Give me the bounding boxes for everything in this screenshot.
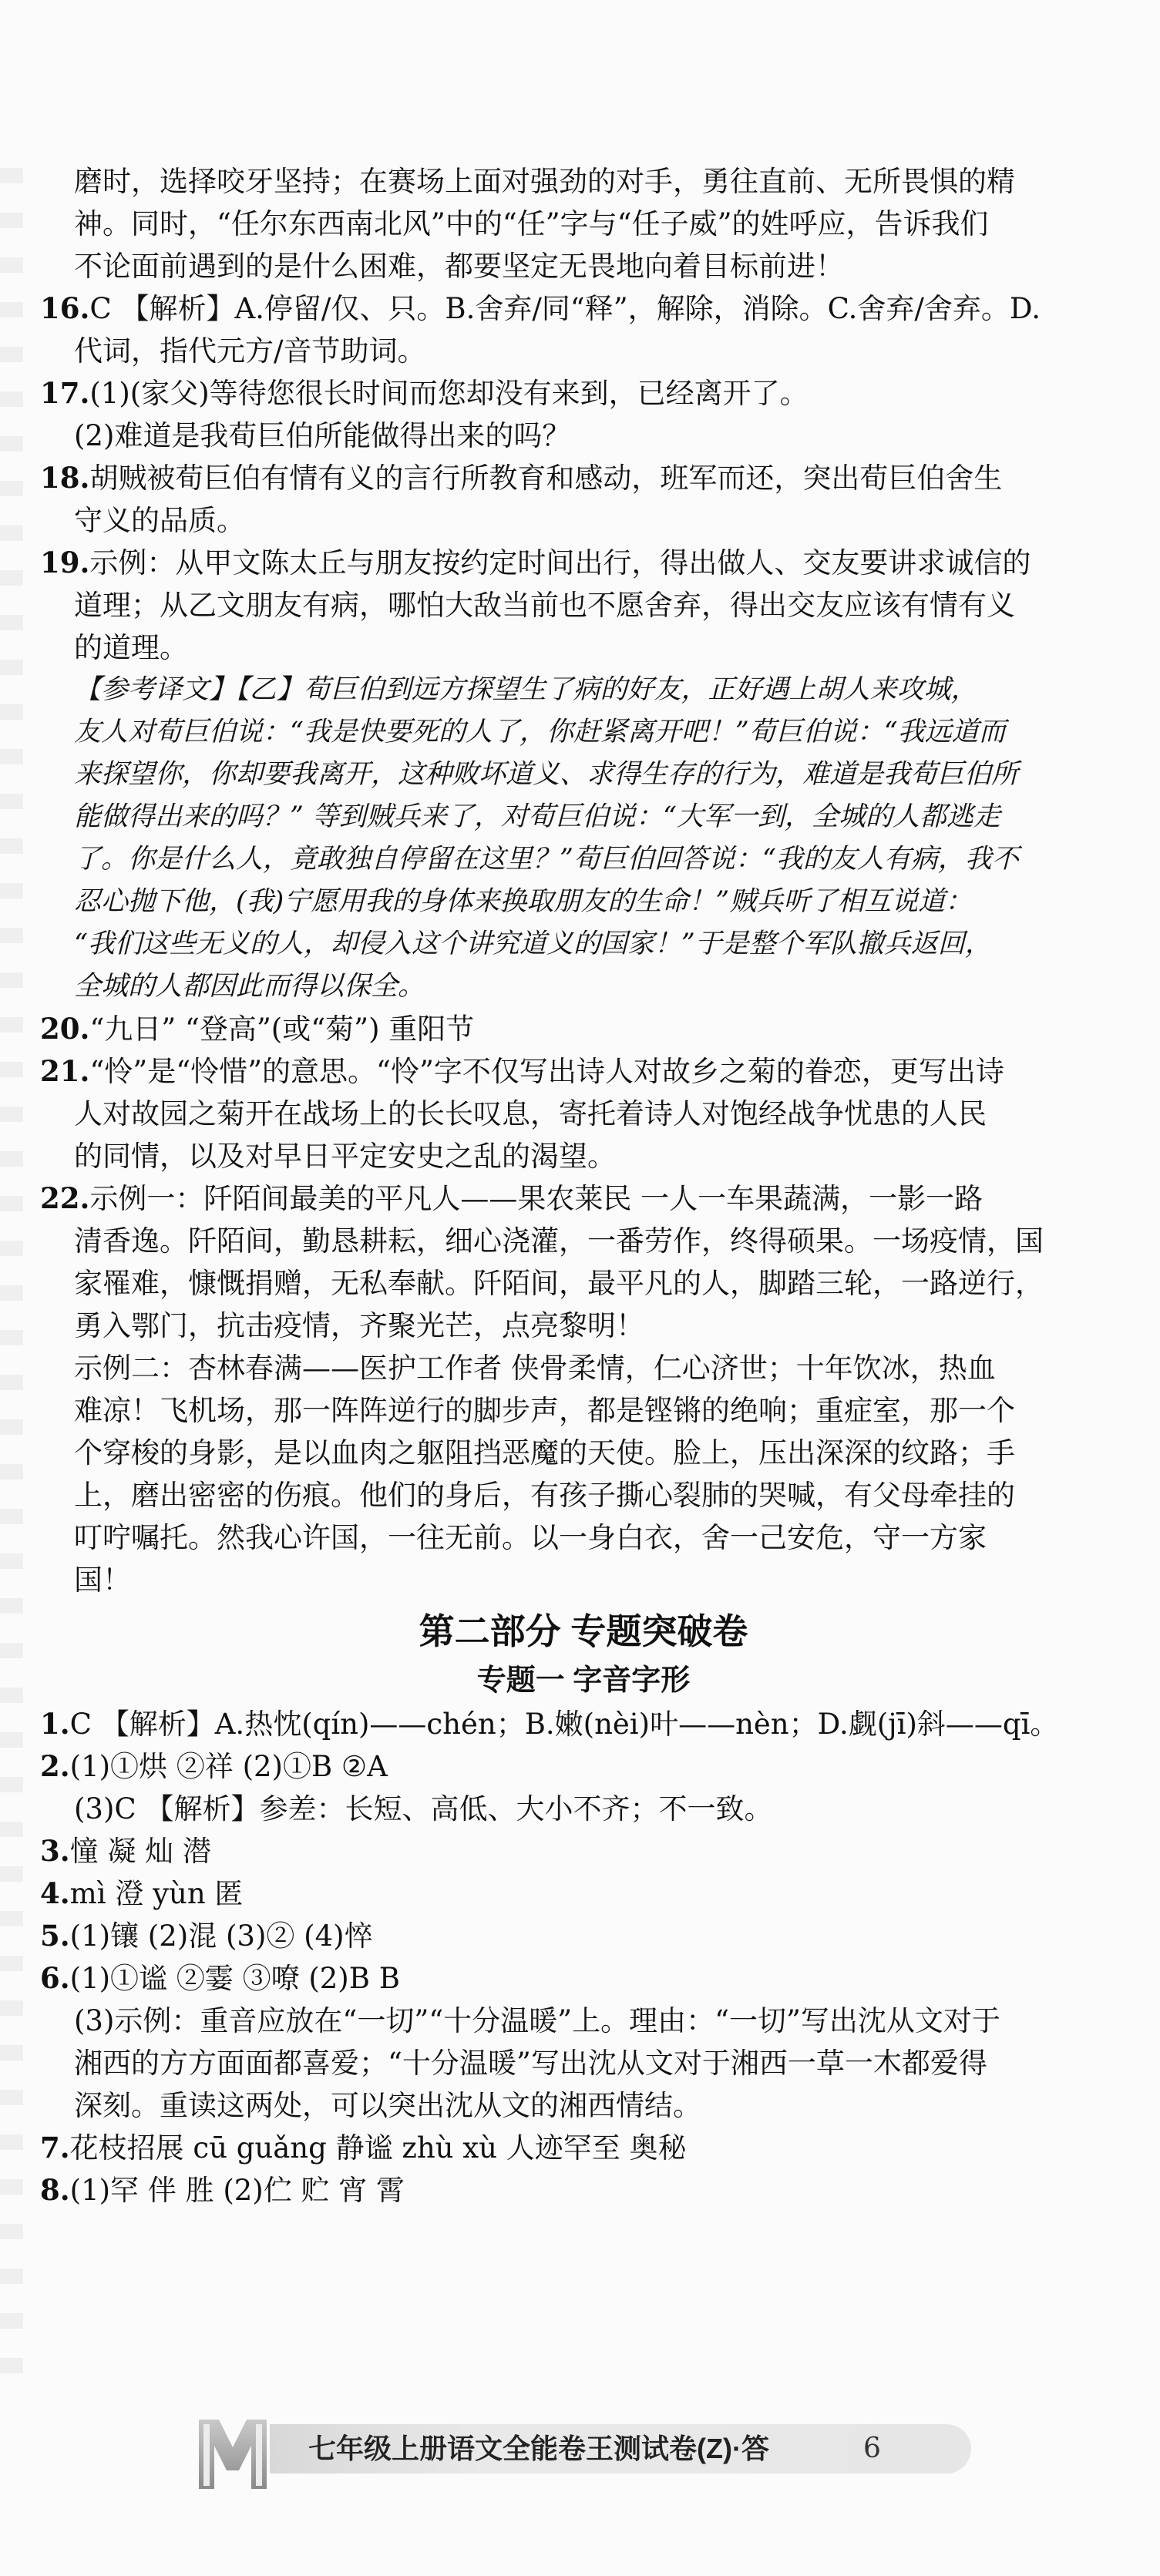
answer-text: 花枝招展 cū guǎng 静谧 zhù xù 人迹罕至 奥秘 [69,2131,687,2165]
answer-line [40,1347,1127,1389]
answer-text: C 【解析】A.停留/仅、只。B.舍弃/同“释”，解除，消除。C.舍弃/舍弃。D. [89,292,1041,325]
series-logo-icon [193,2412,293,2495]
question-number: 3. [40,1834,70,1868]
answer-line [40,287,1127,330]
answer-line [40,372,1127,415]
page-footer [193,2412,971,2483]
answer-text: 憧 凝 灿 潜 [69,1835,211,1868]
answer-line [40,2000,1127,2042]
answer-text: mì 澄 yùn 匿 [69,1877,244,1910]
binding-gutter [0,139,23,2389]
answer-text: “怜”是“怜惜”的意思。“怜”字不仅写出诗人对故乡之菊的眷恋，更写出诗 [89,1055,1004,1088]
answer-line [40,584,1127,626]
answer-text: 全城的人都因此而得以保全。 [74,971,425,1002]
answer-line [40,1703,1127,1745]
answer-line [40,2127,1127,2169]
answer-line [40,542,1127,584]
answer-line [40,669,1127,711]
question-number: 6. [40,1961,70,1995]
answer-text: 示例二：杏林春满——医护工作者 侠骨柔情，仁心济世；十年饮冰，热血 [74,1352,996,1385]
answer-text: 的同情，以及对早日平定安史之乱的渴望。 [74,1140,616,1173]
answer-text: 家罹难，慷慨捐赠，无私奉献。阡陌间，最平凡的人，脚踏三轮，一路逆行， [74,1267,1044,1300]
answer-line [40,499,1127,542]
answer-line [40,1177,1127,1220]
answer-text: 个穿梭的身影，是以血肉之躯阻挡恶魔的天使。脸上，压出深深的纹路；手 [74,1436,1015,1469]
answer-text: 叮咛嘱托。然我心许国，一往无前。以一身白衣，舍一己安危，守一方家 [74,1521,987,1554]
question-number: 4. [40,1876,70,1910]
answer-line [40,1745,1127,1788]
part-title: 第二部分 专题突破卷 [419,1611,748,1651]
answer-line [40,923,1127,966]
answer-line [40,160,1127,203]
answer-line [40,203,1127,245]
question-number: 19. [40,546,90,579]
answer-text: (3)示例：重音应放在“一切”“十分温暖”上。理由：“一切”写出沈从文对于 [74,2004,1000,2037]
question-number: 2. [40,1749,70,1783]
answer-line [40,754,1127,796]
answer-line [40,2169,1127,2212]
answer-text: (1)(家父)等待您很长时间而您却没有来到，已经离开了。 [89,377,809,410]
answer-text: 能做得出来的吗？” 等到贼兵来了，对荀巨伯说：“大军一到，全城的人都逃走 [74,801,1000,832]
answer-line [40,966,1127,1008]
answer-text: 忍心抛下他，(我)宁愿用我的身体来换取朋友的生命！”贼兵听了相互说道： [74,886,973,917]
question-number: 22. [40,1181,90,1215]
question-number: 16. [40,291,90,325]
answer-text: 守义的品质。 [74,504,245,537]
answer-line [40,1915,1127,1957]
answer-line [40,1305,1127,1347]
answer-line [40,2084,1127,2127]
answer-line [40,796,1127,838]
answer-line [40,1957,1127,2000]
question-number: 8. [40,2173,70,2207]
answer-line [40,1474,1127,1516]
page-number: 6 [863,2433,881,2464]
footer-book-title: 七年级上册语文全能卷王测试卷(Z)·答 [308,2433,769,2464]
question-number: 7. [40,2131,70,2165]
answer-text: (1)镶 (2)混 (3)② (4)悴 [69,1919,373,1953]
answer-text: 来探望你，你却要我离开，这种败坏道义、求得生存的行为，难道是我荀巨伯所 [74,759,1019,790]
answer-line [40,330,1127,372]
answer-text: 道理；从乙文朋友有病，哪怕大敌当前也不愿舍弃，得出交友应该有情有义 [74,589,1015,622]
answer-block-part-one [40,160,1127,1601]
answer-line [40,1830,1127,1872]
answer-text: 示例一：阡陌间最美的平凡人——果农莱民 一人一车果蔬满，一影一路 [89,1182,983,1215]
answer-line [40,1050,1127,1093]
answer-line [40,1262,1127,1305]
answer-line [40,711,1127,754]
answer-line [40,881,1127,923]
question-number: 18. [40,461,90,495]
answer-text: 的道理。 [74,631,188,664]
answer-text: 难凉！飞机场，那一阵阵逆行的脚步声，都是铿锵的绝响；重症室，那一个 [74,1394,1015,1427]
answer-text: (1)①烘 ②祥 (2)①B ②A [69,1750,388,1783]
question-number: 1. [40,1707,70,1741]
answer-text: C 【解析】A.热忱(qín)——chén；B.嫩(nèi)叶——nèn；D.觑(jī)斜——qī。 [69,1708,1059,1741]
question-number: 21. [40,1054,90,1088]
answer-line [40,1135,1127,1177]
answer-text: (1)罕 伴 胜 (2)伫 贮 宵 霄 [69,2174,405,2207]
answer-text: 代词，指代元方/音节助词。 [74,334,426,368]
answer-text: 不论面前遇到的是什么困难，都要坚定无畏地向着目标前进！ [74,250,844,283]
answer-line [40,1220,1127,1262]
answer-text: 了。你是什么人，竟敢独自停留在这里？”荀巨伯回答说：“我的友人有病，我不 [74,844,1019,875]
answer-line [40,457,1127,499]
section-title: 专题一 字音字形 [476,1664,691,1697]
answer-text: 示例：从甲文陈太丘与朋友按约定时间出行，得出做人、交友要讲求诚信的 [89,546,1031,579]
answer-content [40,160,1127,2212]
answer-line [40,415,1127,457]
answer-line [40,1788,1127,1830]
answer-text: 深刻。重读这两处，可以突出沈从文的湘西情结。 [74,2089,701,2122]
answer-line [40,1559,1127,1601]
answer-line [40,2042,1127,2084]
answer-text: 上，磨出密密的伤痕。他们的身后，有孩子撕心裂肺的哭喊，有父母牵挂的 [74,1479,1015,1512]
answer-text: 湘西的方方面面都喜爱；“十分温暖”写出沈从文对于湘西一草一木都爱得 [74,2047,987,2080]
answer-text: (3)C 【解析】参差：长短、高低、大小不齐；不一致。 [74,1792,773,1825]
answer-block-part-two [40,1703,1127,2212]
answer-text: (1)①谧 ②霎 ③嘹 (2)B B [69,1962,400,1995]
answer-line [40,1516,1127,1559]
answer-line [40,626,1127,669]
answer-text: 勇入鄂门，抗击疫情，齐聚光芒，点亮黎明！ [74,1309,644,1342]
answer-text: 神。同时，“任尔东西南北风”中的“任”字与“任子威”的姓呼应，告诉我们 [74,207,989,240]
answer-text: 国！ [74,1563,131,1597]
answer-line [40,1008,1127,1050]
answer-text: 胡贼被荀巨伯有情有义的言行所教育和感动，班军而还，突出荀巨伯舍生 [89,462,1003,495]
answer-text: 磨时，选择咬牙坚持；在赛场上面对强劲的对手，勇往直前、无所畏惧的精 [74,165,1015,198]
answer-text: “九日” “登高”(或“菊”) 重阳节 [89,1013,475,1046]
answer-line [40,1389,1127,1432]
question-number: 17. [40,376,90,410]
answer-line [40,1872,1127,1915]
question-number: 5. [40,1919,70,1953]
question-number: 20. [40,1012,90,1046]
answer-line [40,1432,1127,1474]
answer-line [40,245,1127,287]
answer-text: (2)难道是我荀巨伯所能做得出来的吗？ [74,419,571,452]
answer-line [40,1093,1127,1135]
answer-text: 友人对荀巨伯说：“我是快要死的人了，你赶紧离开吧！”荀巨伯说：“我远道而 [74,717,1006,747]
answer-text: “我们这些无义的人，却侵入这个讲究道义的国家！”于是整个军队撤兵返回， [74,929,992,959]
answer-line [40,838,1127,881]
answer-text: 清香逸。阡陌间，勤恳耕耘，细心浇灌，一番劳作，终得硕果。一场疫情，国 [74,1224,1044,1258]
answer-text: 人对故园之菊开在战场上的长长叹息，寄托着诗人对饱经战争忧患的人民 [74,1097,987,1130]
answer-text: 【参考译文】【乙】荀巨伯到远方探望生了病的好友，正好遇上胡人来攻城， [74,674,978,705]
